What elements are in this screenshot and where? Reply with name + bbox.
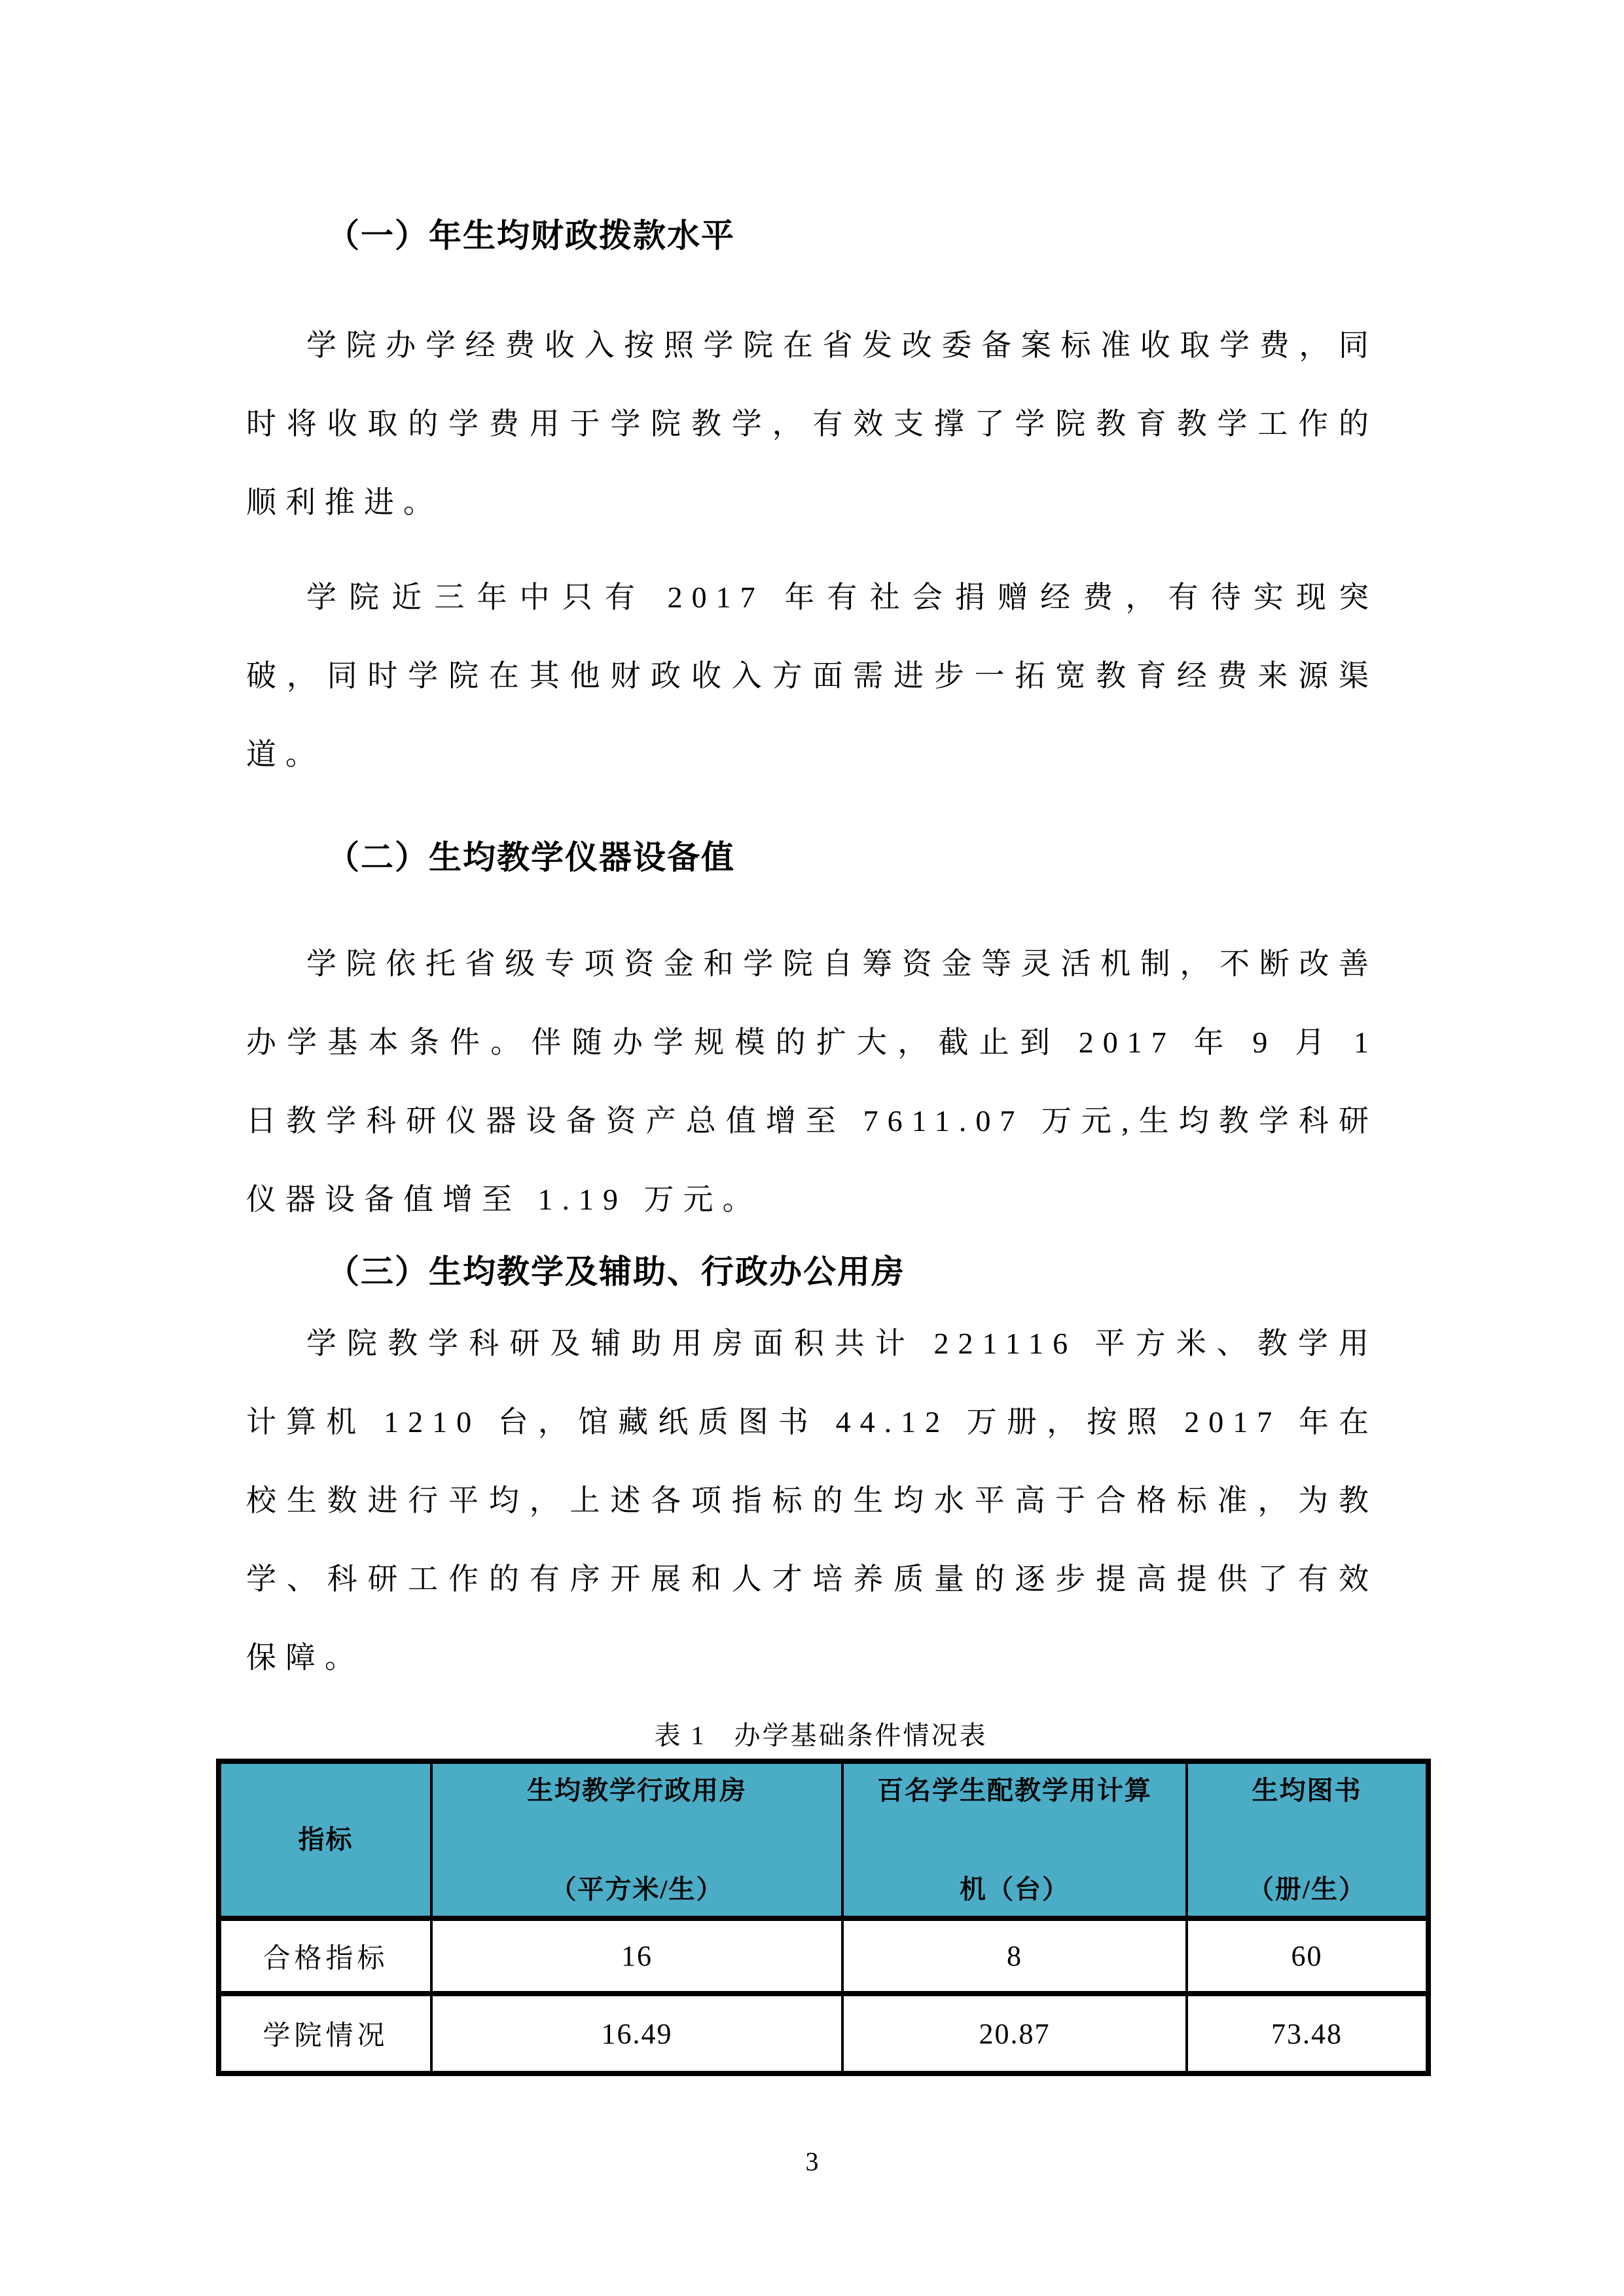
section-heading-3: （三）生均教学及辅助、行政办公用房: [327, 1253, 905, 1290]
paragraph-1-2: 学院近三年中只有 2017 年有社会捐赠经费，有待实现突破，同时学院在其他财政收入方面需进步一拓宽教育经费来源渠道。: [246, 581, 1378, 771]
data-cell: 20.87: [842, 1994, 1187, 2073]
data-cell: 16: [431, 1918, 842, 1994]
data-cell: 60: [1187, 1918, 1428, 1994]
header-label: 生均教学行政用房: [527, 1775, 747, 1805]
text-content: [246, 0, 1378, 1697]
header-cell-books: [1187, 1761, 1428, 1918]
table-row: [219, 1994, 1428, 2073]
data-cell: 8: [842, 1918, 1187, 1994]
header-unit: 机（台）: [960, 1874, 1070, 1904]
header-label: 指标: [298, 1825, 353, 1854]
header-label: 生均图书: [1252, 1775, 1362, 1805]
table-row: [219, 1918, 1428, 1994]
conditions-table: [216, 1759, 1431, 2076]
data-cell: 73.48: [1187, 1994, 1428, 2073]
row-label: 学院情况: [219, 1994, 431, 2073]
table-header-row: [219, 1761, 1428, 1918]
data-cell: 16.49: [431, 1994, 842, 2073]
header-cell-computers: [842, 1761, 1187, 1918]
paragraph-2-1: 学院依托省级专项资金和学院自筹资金等灵活机制，不断改善办学基本条件。伴随办学规模的扩大，截止到 2017 年 9 月 1 日教学科研仪器设备资产总值增至 7611.07 万元,生均教学科研仪器设备值增至 1.19 万元。: [246, 947, 1378, 1216]
table-block: [216, 1716, 1426, 2076]
header-label: 百名学生配教学用计算: [877, 1775, 1152, 1805]
header-unit: （平方米/生）: [550, 1874, 724, 1904]
header-unit: （册/生）: [1247, 1874, 1367, 1904]
paragraph-3-1: 学院教学科研及辅助用房面积共计 221116 平方米、教学用计算机 1210 台，馆藏纸质图书 44.12 万册，按照 2017 年在校生数进行平均，上述各项指标的生均水平高于合格标准，为教学、科研工作的有序开展和人才培养质量的逐步提高提供了有效保障。: [246, 1327, 1378, 1674]
page-number: 3: [805, 2147, 819, 2176]
table-caption: 表 1 办学基础条件情况表: [654, 1721, 988, 1750]
row-label: 合格指标: [219, 1918, 431, 1994]
header-cell-floor-area: [431, 1761, 842, 1918]
section-heading-1: （一）年生均财政拨款水平: [327, 217, 735, 254]
section-heading-2: （二）生均教学仪器设备值: [327, 839, 735, 876]
header-cell-indicator: [219, 1761, 431, 1918]
paragraph-1-1: 学院办学经费收入按照学院在省发改委备案标准收取学费，同时将收取的学费用于学院教学，有效支撑了学院教育教学工作的顺利推进。: [246, 329, 1378, 519]
